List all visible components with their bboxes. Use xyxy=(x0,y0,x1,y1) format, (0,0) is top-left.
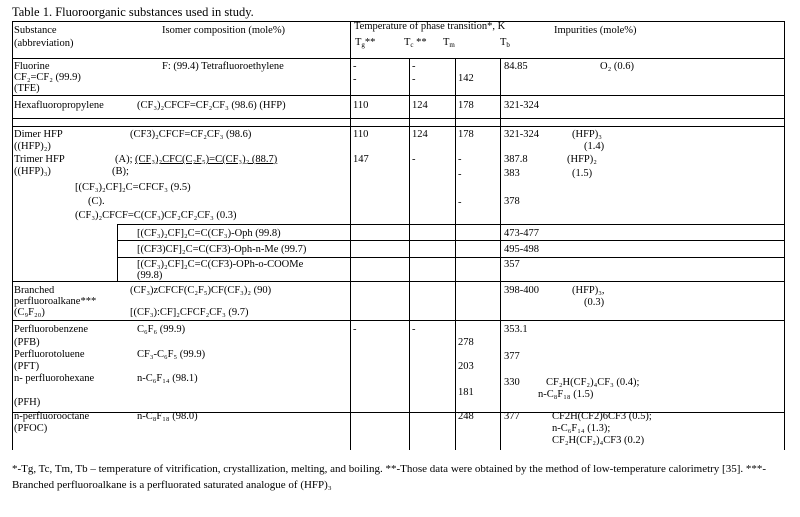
tm-value: 142 xyxy=(458,73,474,84)
tc-value: - xyxy=(412,324,416,335)
impurity: (HFP)₃ xyxy=(572,129,602,140)
tb-value: 357 xyxy=(504,259,520,270)
tb-value: 377 xyxy=(504,351,520,362)
tg-value: 110 xyxy=(353,100,369,111)
tc-value: - xyxy=(412,74,416,85)
rule-trimer-bottom xyxy=(117,224,785,225)
isomer-a-label: (A); xyxy=(115,154,133,165)
tb-value: 377 xyxy=(504,411,520,422)
table-caption: Table 1. Fluoroorganic substances used in study. xyxy=(12,5,254,19)
table-footnote: *-Tg, Tc, Tm, Tb – temperature of vitrification, crystallization, melting, and boiling. **-Those data were obtained by the method of low-temperature calorimetry [35]. ***- Branched perfluoroalkane is a perfluorated saturated analogue of (HFP)₃ xyxy=(12,463,767,491)
substance-name: Dimer HFP xyxy=(14,129,63,140)
tg-value: - xyxy=(353,74,357,85)
tc-value: 124 xyxy=(412,100,428,111)
composition: [(CF3)CF]₂C=C(CF3)-Oph-n-Me (99.7) xyxy=(137,244,307,255)
rule-oph2-bottom xyxy=(117,257,785,258)
header-impurities: Impurities (mole%) xyxy=(554,25,637,36)
header-tg: $T_g**$ xyxy=(355,37,376,49)
rule-oph3-bottom xyxy=(12,281,785,282)
header-substance: Substance xyxy=(14,25,57,36)
header-abbreviation: (abbreviation) xyxy=(14,38,74,49)
tm-value: - xyxy=(458,197,462,208)
substance-abbr: ((HFP)₃) xyxy=(14,166,51,177)
composition: CF₃-C₆F₅ (99.9) xyxy=(137,349,206,360)
substance-name: perfluoroalkane*** xyxy=(14,296,97,307)
tm-value: 203 xyxy=(458,361,474,372)
substance-abbr: (PFB) xyxy=(14,337,40,348)
substance-abbr: (PFH) xyxy=(14,397,41,408)
tb-value: 330 xyxy=(504,377,520,388)
substance-name: Fluorine xyxy=(14,61,50,72)
rule-fluorine-bottom xyxy=(12,95,785,96)
tb-value: 321-324 xyxy=(504,129,539,140)
composition: (CF3)₂CFCF=CF₂CF₃ (98.6) xyxy=(130,129,252,140)
col-tb-left xyxy=(500,58,501,450)
tb-value: 378 xyxy=(504,196,520,207)
tm-value: 178 xyxy=(458,100,474,111)
impurity: (HFP)₃, xyxy=(572,285,605,296)
col-tm-left xyxy=(455,58,456,450)
composition: n-C₆F₁₄ (98.1) xyxy=(137,373,198,384)
header-tb: $T_b$ xyxy=(500,37,510,49)
col-oph-left xyxy=(117,224,118,281)
impurity-value: (1.4) xyxy=(584,141,605,152)
tb-value: 321-324 xyxy=(504,100,539,111)
impurity-value: (1.5) xyxy=(572,168,593,179)
rule-hfp-bottom xyxy=(12,118,785,119)
composition: (CF₃)₂CFCF=CF₂CF₃ (98.6) (HFP) xyxy=(137,100,286,111)
isomer-c-label: (C). xyxy=(88,196,105,207)
col-left xyxy=(12,21,13,450)
composition: n-C₈F₁₈ (98.0) xyxy=(137,411,198,422)
impurity: CF2H(CF2)6CF3 (0.5); xyxy=(552,411,652,422)
composition: (CF₃)zCFCF(C₂F₅)CF(CF₃)₂ (90) xyxy=(130,285,272,296)
composition: [(CF₃)₂CF]₂C=C(CF3)-OPh-o-COOMe xyxy=(137,259,304,270)
rule-pfh-bottom xyxy=(12,412,785,413)
impurity: (HFP)₂ xyxy=(567,154,597,165)
tb-value: 387.8 xyxy=(504,154,528,165)
tb-value: 495-498 xyxy=(504,244,539,255)
col-tc-left xyxy=(409,58,410,450)
composition-value: (99.8) xyxy=(137,270,163,281)
col-right xyxy=(784,21,785,450)
header-temperature: Temperature of phase transition*, K xyxy=(354,21,506,32)
substance-formula: CF₂=CF₂ (99.9) xyxy=(14,72,81,83)
composition: [(CF₃)₂CF]₂C=C(CF₃)-Oph (99.8) xyxy=(137,228,281,239)
header-tc: $T_c$ ** xyxy=(404,37,427,49)
col-temp-left xyxy=(350,21,351,450)
tm-value: 178 xyxy=(458,129,474,140)
impurity: CF₂H(CF₂)₄CF₃ (0.4); xyxy=(546,377,640,388)
substance-name: n- perfluorohexane xyxy=(14,373,95,384)
substance-name: n-perfluorooctane xyxy=(14,411,90,422)
substance-abbr: (TFE) xyxy=(14,83,40,94)
tm-value: 278 xyxy=(458,337,474,348)
tg-value: - xyxy=(353,324,357,335)
composition: C₆F₆ (99.9) xyxy=(137,324,186,335)
tc-value: 124 xyxy=(412,129,428,140)
composition: [(CF₃):CF]₂CFCF₂CF₃ (9.7) xyxy=(130,307,249,318)
header-tm: $T_m$ xyxy=(443,37,455,49)
substance-name: Hexafluoropropylene xyxy=(14,100,104,111)
tm-value: 248 xyxy=(458,411,474,422)
tm-value: - xyxy=(458,154,462,165)
tg-value: 110 xyxy=(353,129,369,140)
tc-value: - xyxy=(412,154,416,165)
tb-value: 353.1 xyxy=(504,324,528,335)
tc-value: - xyxy=(412,61,416,72)
tb-value: 398-400 xyxy=(504,285,539,296)
header-isomer: Isomer composition (mole%) xyxy=(162,25,286,36)
substance-name: Perfluorobenzene xyxy=(14,324,89,335)
impurity: O₂ (0.6) xyxy=(600,61,634,72)
tm-value: - xyxy=(458,169,462,180)
rule-oph1-bottom xyxy=(117,240,785,241)
substance-abbr: ((HFP)₂) xyxy=(14,141,51,152)
tm-value: 181 xyxy=(458,387,474,398)
impurity: n-C₆F₁₄ (1.3); xyxy=(552,423,611,434)
substance-abbr: (PFOC) xyxy=(14,423,48,434)
substance-name: Branched xyxy=(14,285,55,296)
rule-branched-bottom xyxy=(12,320,785,321)
tb-value: 383 xyxy=(504,168,520,179)
rule-header-bottom xyxy=(12,58,785,59)
impurity: n-C₈F₁₈ (1.5) xyxy=(538,389,594,400)
composition: F: (99.4) Tetrafluoroethylene xyxy=(162,61,284,72)
substance-name: Perfluorotoluene xyxy=(14,349,85,360)
substance-name: Trimer HFP xyxy=(14,154,65,165)
isomer-a-formula: (CF₃)₂CFC(C₂F₅)=C(CF₃)₂ (88.7) xyxy=(135,154,278,165)
isomer-c-formula: (CF₃)₂CFCF=C(CF₃)CF₂CF₂CF₃ (0.3) xyxy=(75,210,237,221)
tg-value: 147 xyxy=(353,154,369,165)
isomer-b-label: (B); xyxy=(112,166,129,177)
impurity-value: (0.3) xyxy=(584,297,605,308)
rule-hfp-gap xyxy=(12,126,785,127)
tb-value: 84.85 xyxy=(504,61,528,72)
isomer-b-formula: [(CF₃)₂CF]₂C=CFCF₃ (9.5) xyxy=(75,182,191,193)
substance-abbr: (C₉F₂₀) xyxy=(14,307,45,318)
tg-value: - xyxy=(353,61,357,72)
substance-abbr: (PFT) xyxy=(14,361,40,372)
impurity: CF₂H(CF₂)₄CF3 (0.2) xyxy=(552,435,645,446)
tb-value: 473-477 xyxy=(504,228,539,239)
